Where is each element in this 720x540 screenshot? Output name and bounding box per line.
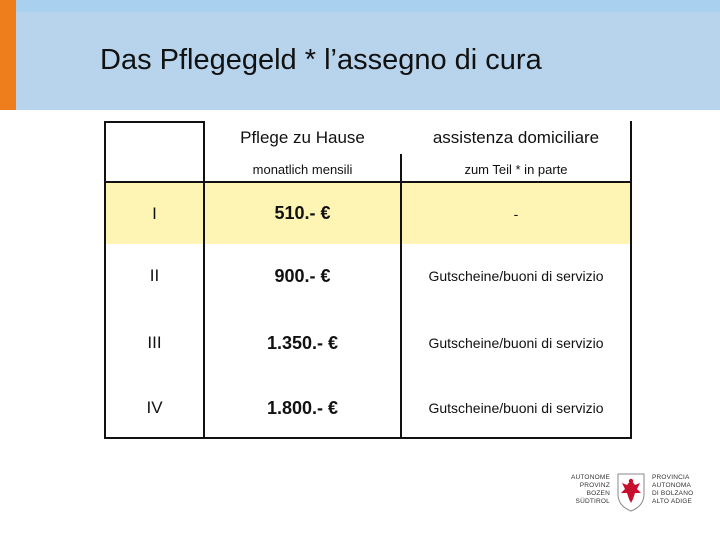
slide-title: Das Pflegegeld * l’assegno di cura	[100, 44, 542, 76]
header-home-care-sub: monatlich mensili	[252, 161, 353, 177]
logo-text-italian: PROVINCIA AUTONOMA DI BOLZANO ALTO ADIGE	[652, 474, 694, 505]
row-service: Gutscheine/buoni di servizio	[428, 268, 604, 284]
header-home-assistance-sub: zum Teil * in parte	[464, 161, 568, 177]
row-level: I	[152, 203, 157, 223]
row-amount: 900.- €	[274, 265, 331, 286]
row-amount: 1.800.- €	[266, 397, 339, 418]
header-top-band	[0, 0, 720, 12]
header-home-assistance: assistenza domiciliare	[432, 128, 600, 147]
row-service: Gutscheine/buoni di servizio	[428, 335, 604, 351]
care-allowance-table	[104, 121, 632, 439]
eagle-coat-of-arms-icon	[616, 472, 646, 512]
row-service: -	[513, 205, 519, 222]
row-level: IV	[146, 398, 163, 417]
logo-text-german: AUTONOME PROVINZ BOZEN SÜDTIROL	[570, 474, 610, 505]
grid-line	[104, 121, 204, 123]
row-level: III	[147, 333, 162, 352]
accent-bar	[0, 0, 16, 110]
province-logo	[566, 470, 694, 516]
grid-line	[630, 121, 632, 439]
header-home-care: Pflege zu Hause	[240, 128, 365, 147]
row-level: II	[149, 266, 160, 285]
row-service: Gutscheine/buoni di servizio	[428, 400, 604, 416]
row-amount: 1.350.- €	[266, 332, 339, 353]
row-amount: 510.- €	[274, 203, 331, 223]
